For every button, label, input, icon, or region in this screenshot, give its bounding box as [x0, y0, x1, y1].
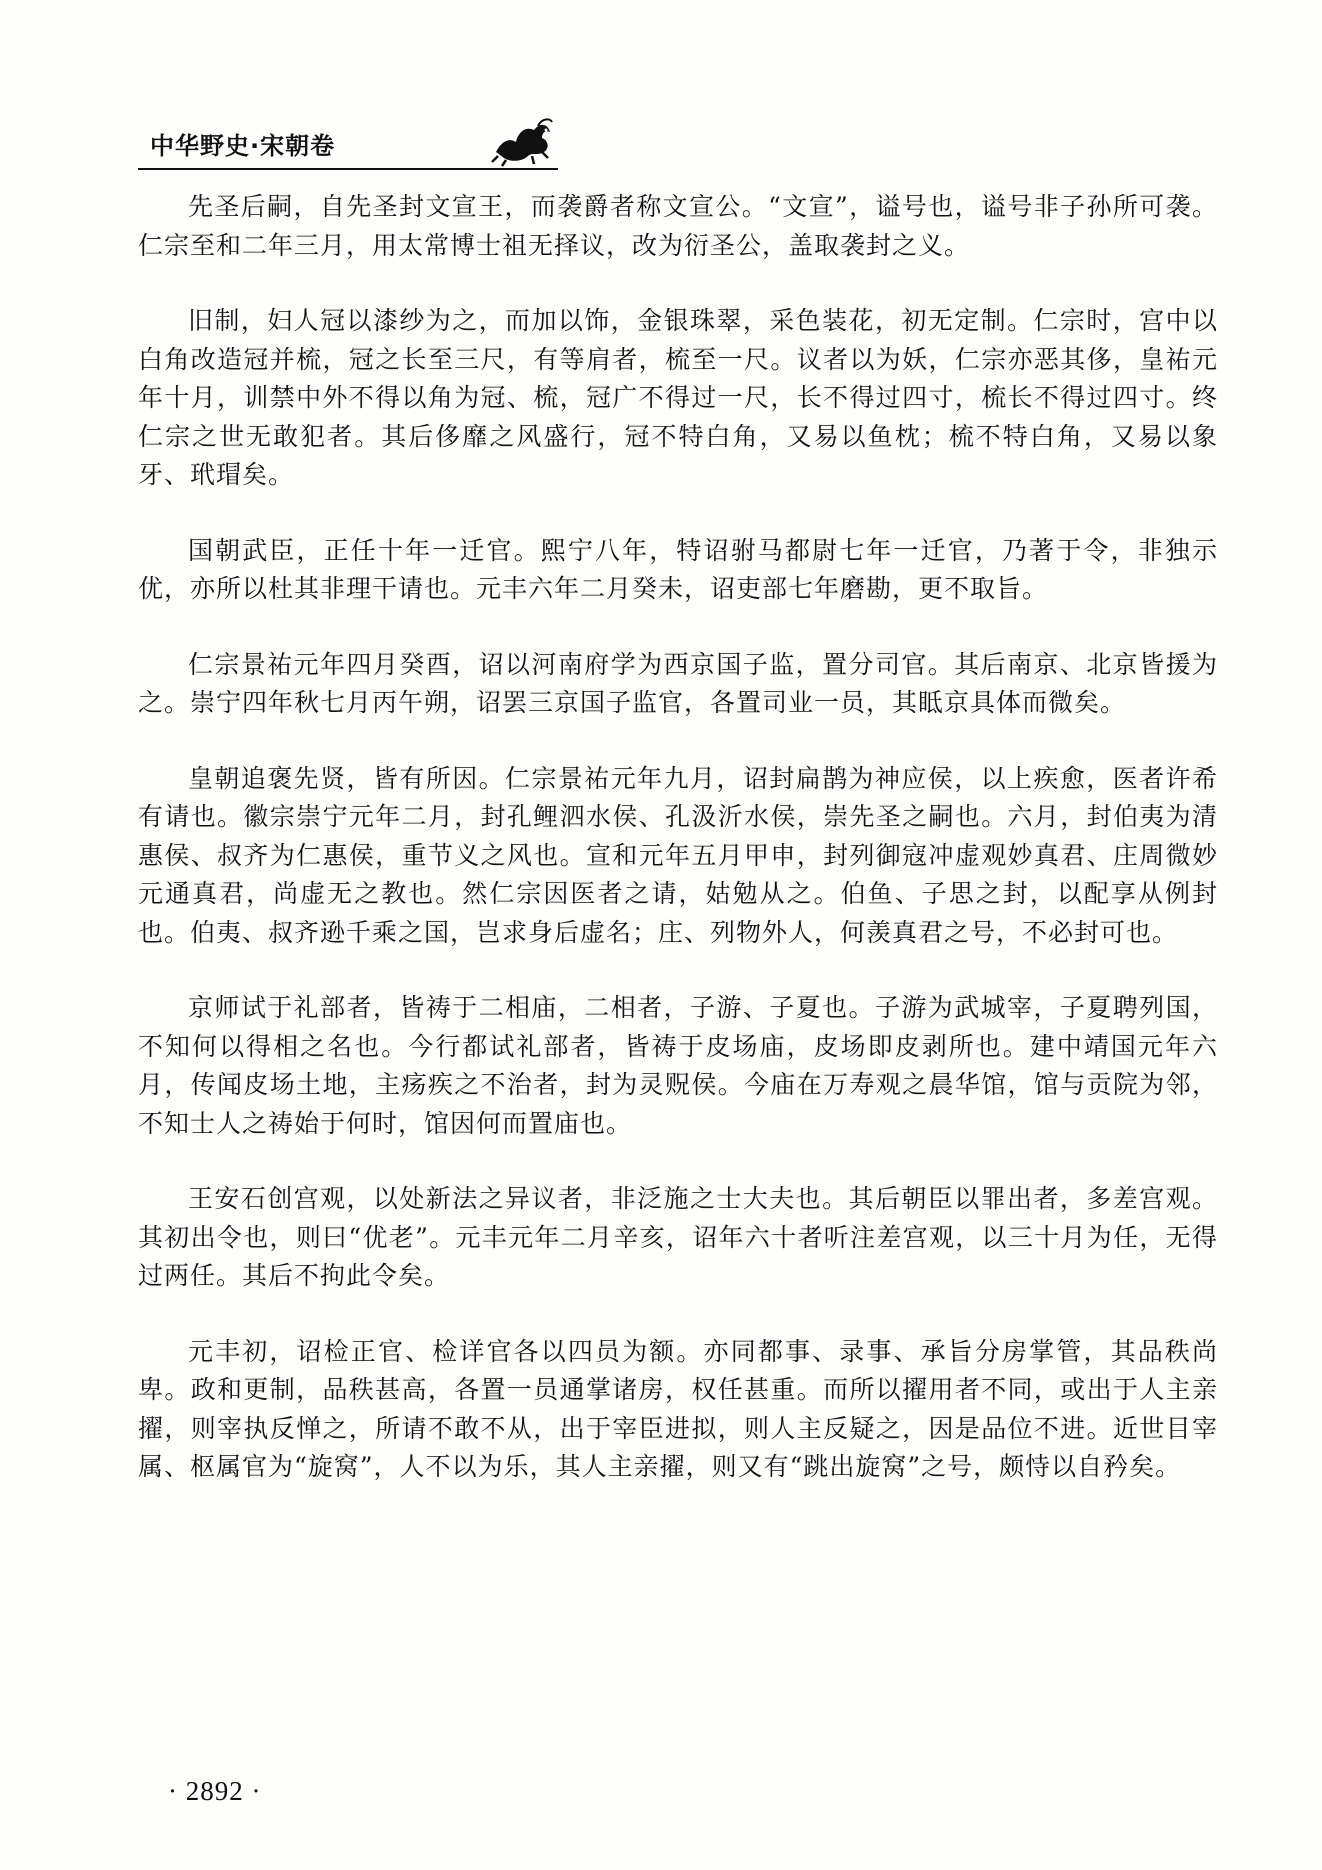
body-text: [138, 188, 1218, 1524]
paragraph: 皇朝追褒先贤，皆有所因。仁宗景祐元年九月，诏封扁鹊为神应侯，以上疾愈，医者许希有请也。徽宗崇宁元年二月，封孔鲤泗水侯、孔汲沂水侯，崇先圣之嗣也。六月，封伯夷为清惠侯、叔齐为仁惠侯，重节义之风也。宣和元年五月甲申，封列御寇冲虚观妙真君、庄周微妙元通真君，尚虚无之教也。然仁宗因医者之请，姑勉从之。伯鱼、子思之封，以配享从例封也。伯夷、叔齐逊千乘之国，岂求身后虚名；庄、列物外人，何羡真君之号，不必封可也。: [138, 763, 1218, 947]
header-rule: [138, 168, 558, 170]
paragraph: 京师试于礼部者，皆祷于二相庙，二相者，子游、子夏也。子游为武城宰，子夏聘列国，不知何以得相之名也。今行都试礼部者，皆祷于皮场庙，皮场即皮剥所也。建中靖国元年六月，传闻皮场土地，主疡疾之不治者，封为灵贶侯。今庙在万寿观之晨华馆，馆与贡院为邻，不知士人之祷始于何时，馆因何而置庙也。: [138, 993, 1218, 1138]
paragraph: 先圣后嗣，自先圣封文宣王，而袭爵者称文宣公。“文宣”，谥号也，谥号非子孙所可袭。仁宗至和二年三月，用太常博士祖无择议，改为衍圣公，盖取袭封之义。: [138, 192, 1218, 260]
paragraph: 仁宗景祐元年四月癸酉，诏以河南府学为西京国子监，置分司官。其后南京、北京皆援为之。崇宁四年秋七月丙午朔，诏罢三京国子监官，各置司业一员，其眡京具体而微矣。: [138, 649, 1218, 717]
paragraph: 王安石创宫观，以处新法之异议者，非泛施之士大夫也。其后朝臣以罪出者，多差宫观。其初出令也，则曰“优老”。元丰元年二月辛亥，诏年六十者听注差宫观，以三十月为任，无得过两任。其后不拘此令矣。: [138, 1184, 1218, 1290]
paragraph: 国朝武臣，正任十年一迁官。熙宁八年，特诏驸马都尉七年一迁官，乃著于令，非独示优，亦所以杜其非理干请也。元丰六年二月癸未，诏吏部七年磨勘，更不取旨。: [138, 535, 1218, 603]
book-title: 中华野史·宋朝卷: [150, 132, 336, 160]
paragraph: 元丰初，诏检正官、检详官各以四员为额。亦同都事、录事、承旨分房掌管，其品秩尚卑。政和更制，品秩甚高，各置一员通掌诸房，权任甚重。而所以擢用者不同，或出于人主亲擢，则宰执反惮之，所请不敢不从，出于宰臣进拟，则人主反疑之，因是品位不进。近世目宰属、枢属官为“旋窝”，人不以为乐，其人主亲擢，则又有“跳出旋窝”之号，颇恃以自矜矣。: [138, 1336, 1218, 1481]
dragon-emblem-icon: [488, 112, 558, 168]
page-number: · 2892 ·: [168, 1776, 262, 1806]
paragraph: 旧制，妇人冠以漆纱为之，而加以饰，金银珠翠，采色装花，初无定制。仁宗时，宫中以白角改造冠并梳，冠之长至三尺，有等肩者，梳至一尺。议者以为妖，仁宗亦恶其侈，皇祐元年十月，训禁中外不得以角为冠、梳，冠广不得过一尺，长不得过四寸，梳长不得过四寸。终仁宗之世无敢犯者。其后侈靡之风盛行，冠不特白角，又易以鱼枕；梳不特白角，又易以象牙、玳瑁矣。: [138, 306, 1218, 489]
running-header: [138, 112, 1228, 172]
